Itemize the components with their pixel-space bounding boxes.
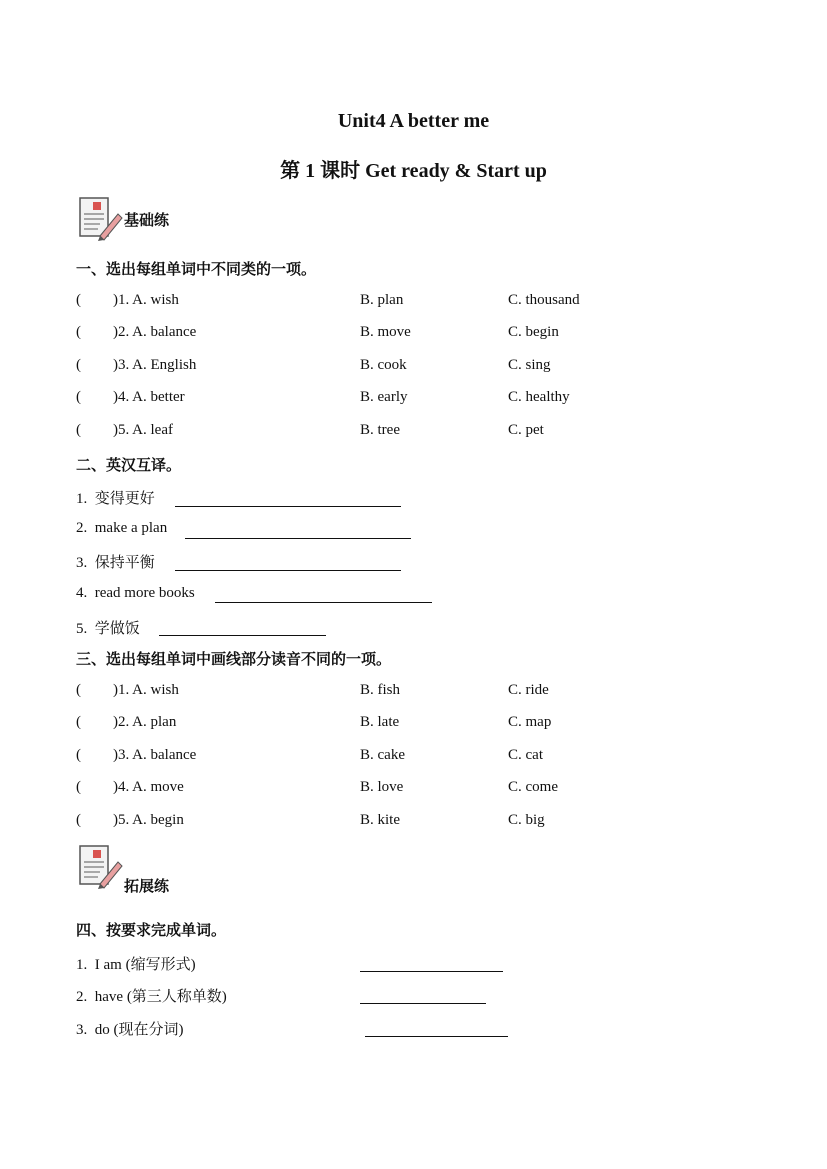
answer-paren[interactable]: ( <box>76 357 81 373</box>
page-subtitle: 第 1 课时 Get ready & Start up <box>280 160 547 182</box>
option-c: C. thousand <box>508 292 580 308</box>
answer-blank[interactable] <box>360 957 503 972</box>
word-form-item <box>76 985 227 1006</box>
item-number: 3. <box>76 1022 88 1038</box>
option-c: C. cat <box>508 747 543 763</box>
badge-extend: 拓展练 <box>124 879 170 895</box>
option-b: B. love <box>360 779 404 795</box>
option-c: C. pet <box>508 422 544 438</box>
answer-paren[interactable]: ( <box>76 292 81 308</box>
option-c: C. sing <box>508 357 551 373</box>
section-2-heading: 二、英汉互译。 <box>76 458 182 474</box>
answer-blank[interactable] <box>185 524 411 539</box>
option-c: C. big <box>508 812 545 828</box>
answer-paren[interactable]: ( <box>76 422 81 438</box>
badge-basic: 基础练 <box>124 213 170 229</box>
item-number: 4. <box>76 585 88 601</box>
worksheet-pencil-icon <box>78 844 124 890</box>
option-a: )3. A. balance <box>113 747 197 763</box>
answer-blank[interactable] <box>365 1022 508 1037</box>
section-3-heading: 三、选出每组单词中画线部分读音不同的一项。 <box>76 652 392 668</box>
option-b: B. cake <box>360 747 405 763</box>
option-b: B. cook <box>360 357 407 373</box>
item-text: have (第三人称单数) <box>94 989 227 1005</box>
answer-paren[interactable]: ( <box>76 324 81 340</box>
item-text: make a plan <box>94 520 168 536</box>
item-number: 5. <box>76 621 88 637</box>
option-b: B. early <box>360 389 408 405</box>
answer-blank[interactable] <box>175 492 401 507</box>
item-number: 2. <box>76 989 88 1005</box>
option-c: C. healthy <box>508 389 570 405</box>
option-c: C. come <box>508 779 558 795</box>
option-a: )5. A. leaf <box>113 422 173 438</box>
answer-blank[interactable] <box>175 556 401 571</box>
translate-item <box>76 585 195 602</box>
translate-item <box>76 520 167 537</box>
word-form-item <box>76 1018 184 1039</box>
word-form-item <box>76 953 196 974</box>
option-a: )5. A. begin <box>113 812 184 828</box>
option-b: B. tree <box>360 422 400 438</box>
item-text: I am (缩写形式) <box>94 957 196 973</box>
page-title: Unit4 A better me <box>337 110 490 132</box>
answer-paren[interactable]: ( <box>76 812 81 828</box>
option-b: B. late <box>360 714 400 730</box>
option-a: )2. A. balance <box>113 324 197 340</box>
item-text: read more books <box>94 585 195 601</box>
option-b: B. fish <box>360 682 401 698</box>
item-text: 保持平衡 <box>94 555 155 571</box>
option-b: B. move <box>360 324 411 340</box>
answer-paren[interactable]: ( <box>76 389 81 405</box>
answer-paren[interactable]: ( <box>76 779 81 795</box>
answer-paren[interactable]: ( <box>76 682 81 698</box>
option-a: )1. A. wish <box>113 292 179 308</box>
answer-paren[interactable]: ( <box>76 747 81 763</box>
item-number: 1. <box>76 491 88 507</box>
answer-blank[interactable] <box>215 588 432 603</box>
option-c: C. ride <box>508 682 549 698</box>
option-c: C. begin <box>508 324 559 340</box>
option-a: )3. A. English <box>113 357 197 373</box>
answer-blank[interactable] <box>360 989 486 1004</box>
section-1-heading: 一、选出每组单词中不同类的一项。 <box>76 262 317 278</box>
option-c: C. map <box>508 714 552 730</box>
answer-blank[interactable] <box>159 621 326 636</box>
option-a: )4. A. move <box>113 779 184 795</box>
translate-item <box>76 617 140 638</box>
item-text: 变得更好 <box>94 491 155 507</box>
option-b: B. plan <box>360 292 404 308</box>
option-a: )4. A. better <box>113 389 185 405</box>
translate-item <box>76 487 155 508</box>
item-number: 2. <box>76 520 88 536</box>
section-4-heading: 四、按要求完成单词。 <box>76 923 227 939</box>
option-a: )1. A. wish <box>113 682 179 698</box>
option-a: )2. A. plan <box>113 714 177 730</box>
option-b: B. kite <box>360 812 400 828</box>
item-number: 3. <box>76 555 88 571</box>
item-number: 1. <box>76 957 88 973</box>
translate-item <box>76 551 155 572</box>
item-text: 学做饭 <box>94 621 140 637</box>
worksheet-pencil-icon <box>78 196 124 242</box>
item-text: do (现在分词) <box>94 1022 184 1038</box>
answer-paren[interactable]: ( <box>76 714 81 730</box>
